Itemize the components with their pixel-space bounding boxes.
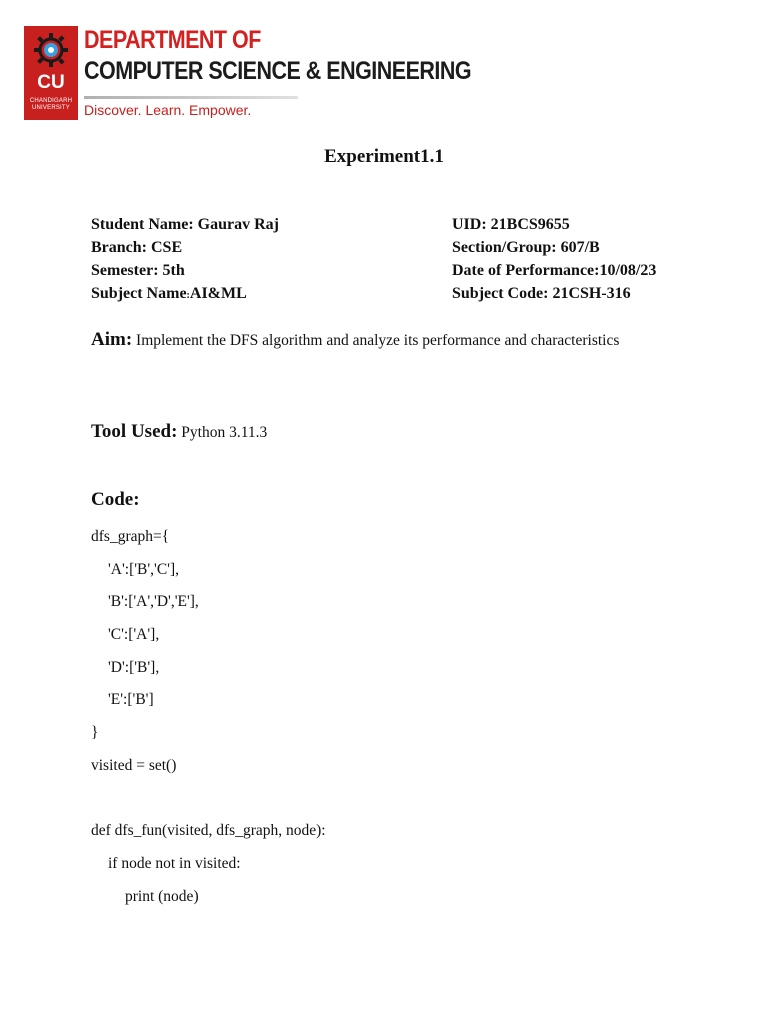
student-info-left [91,213,279,307]
aim-text: Implement the DFS algorithm and analyze its performance and characteristics [132,332,620,349]
logo-university-name: CHANDIGARH UNIVERSITY [29,98,73,111]
code-line: 'D':['B'], [108,658,160,676]
aim-label: Aim: [91,329,133,350]
uid-row: UID: 21BCS9655 [452,216,570,233]
code-line: dfs_graph={ [91,528,170,545]
section-group-row: Section/Group: 607/B [452,239,600,256]
student-name-row: Student Name: Gaurav Raj [91,216,279,233]
date-of-performance-row: Date of Performance:10/08/23 [452,262,657,279]
aim-section [91,328,651,353]
tool-used-section [91,421,267,443]
subject-code-row: Subject Code: 21CSH-316 [452,285,631,302]
department-title-line1: DEPARTMENT OF [84,26,261,54]
code-line: def dfs_fun(visited, dfs_graph, node): [91,822,326,840]
code-line: if node not in visited: [108,854,241,872]
code-block [91,526,326,918]
tagline: Discover. Learn. Empower. [84,102,252,118]
code-line: 'E':['B'] [108,691,154,709]
code-heading: Code: [91,489,140,510]
code-line: print (node) [125,887,199,905]
university-logo [24,26,78,120]
code-line [91,788,326,821]
code-line: 'B':['A','D','E'], [108,593,199,611]
code-line: 'C':['A'], [108,626,160,644]
logo-initials: CU [37,72,65,93]
subject-name-row: Subject Name:AI&ML [91,285,247,302]
semester-row: Semester: 5th [91,262,185,279]
experiment-title: Experiment1.1 [324,146,444,167]
department-title-line2: COMPUTER SCIENCE & ENGINEERING [84,57,472,85]
tool-used-text: Python 3.11.3 [177,424,268,441]
code-line: 'A':['B','C'], [108,560,180,578]
tool-used-label: Tool Used: [91,421,178,442]
header-divider [84,96,298,99]
department-header [24,26,472,122]
code-line: } [91,724,99,742]
student-info-right [452,213,656,305]
code-line: visited = set() [91,756,177,774]
branch-row: Branch: CSE [91,239,183,256]
